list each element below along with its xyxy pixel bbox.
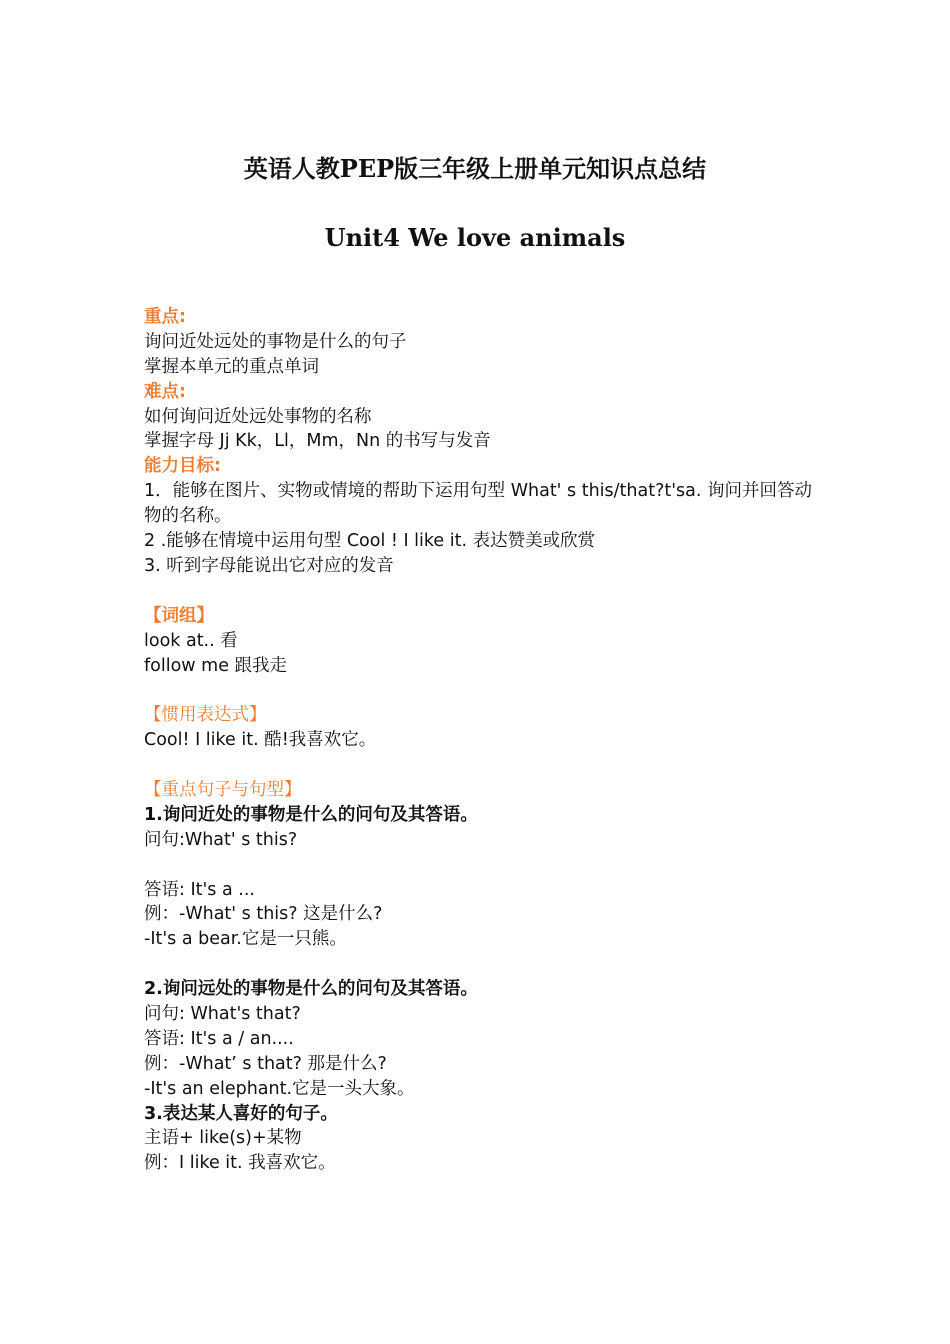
sentence-section-title: 2.询问远处的事物是什么的问句及其答语。 [144, 979, 478, 1000]
sentence-example: 例：-What’ s that? 那是什么? [144, 1053, 387, 1074]
sentence-answer: 答语: It's a ... [144, 879, 255, 900]
sentence-section-title: 1.询问近处的事物是什么的问句及其答语。 [144, 804, 478, 825]
focus-item: 掌握本单元的重点单词 [144, 356, 319, 377]
difficulty-item: 如何询问近处远处事物的名称 [144, 406, 372, 427]
sentence-question: 问句:What' s this? [144, 829, 298, 850]
phrase-item: follow me 跟我走 [144, 655, 288, 676]
spacer [144, 579, 824, 604]
focus-item: 询问近处远处的事物是什么的句子 [144, 331, 407, 352]
unit-title: Unit4 We love animals [324, 223, 626, 252]
sentence-example: 例：-What' s this? 这是什么? [144, 904, 383, 925]
ability-item: 3. 听到字母能说出它对应的发音 [144, 555, 394, 576]
document-body [144, 305, 824, 1176]
spacer [144, 678, 824, 703]
focus-heading: 重点: [144, 307, 186, 327]
sentences-heading: 【重点句子与句型】 [144, 779, 302, 800]
sentence-answer: 答语: It's a / an.... [144, 1028, 294, 1049]
sentence-example: -It's an elephant.它是一头大象。 [144, 1078, 415, 1099]
ability-item: 1．能够在图片、实物或情境的帮助下运用句型 What' s this/that?t'sa. 询问并回答动物的名称。 [144, 481, 813, 527]
ability-item: 2 .能够在情境中运用句型 Cool ! I like it. 表达赞美或欣赏 [144, 531, 596, 552]
phrase-item: look at.. 看 [144, 630, 238, 651]
spacer [144, 853, 824, 878]
sentence-pattern: 主语+ like(s)+某物 [144, 1128, 302, 1149]
expressions-heading: 【惯用表达式】 [144, 705, 267, 726]
ability-heading: 能力目标: [144, 456, 221, 477]
phrases-heading: 【词组】 [144, 605, 214, 626]
difficulty-item: 掌握字母 Jj Kk，Ll，Mm，Nn 的书写与发音 [144, 431, 491, 452]
spacer [144, 753, 824, 778]
spacer [144, 952, 824, 977]
sentence-example: 例：I like it. 我喜欢它。 [144, 1153, 336, 1174]
expression-item: Cool! I like it. 酷!我喜欢它。 [144, 730, 377, 751]
sentence-section-title: 3.表达某人喜好的句子。 [144, 1103, 338, 1124]
difficulty-heading: 难点: [144, 381, 186, 402]
sentence-question: 问句: What's that? [144, 1003, 301, 1024]
document-title: 英语人教PEP版三年级上册单元知识点总结 [243, 154, 707, 183]
sentence-example: -It's a bear.它是一只熊。 [144, 929, 347, 950]
